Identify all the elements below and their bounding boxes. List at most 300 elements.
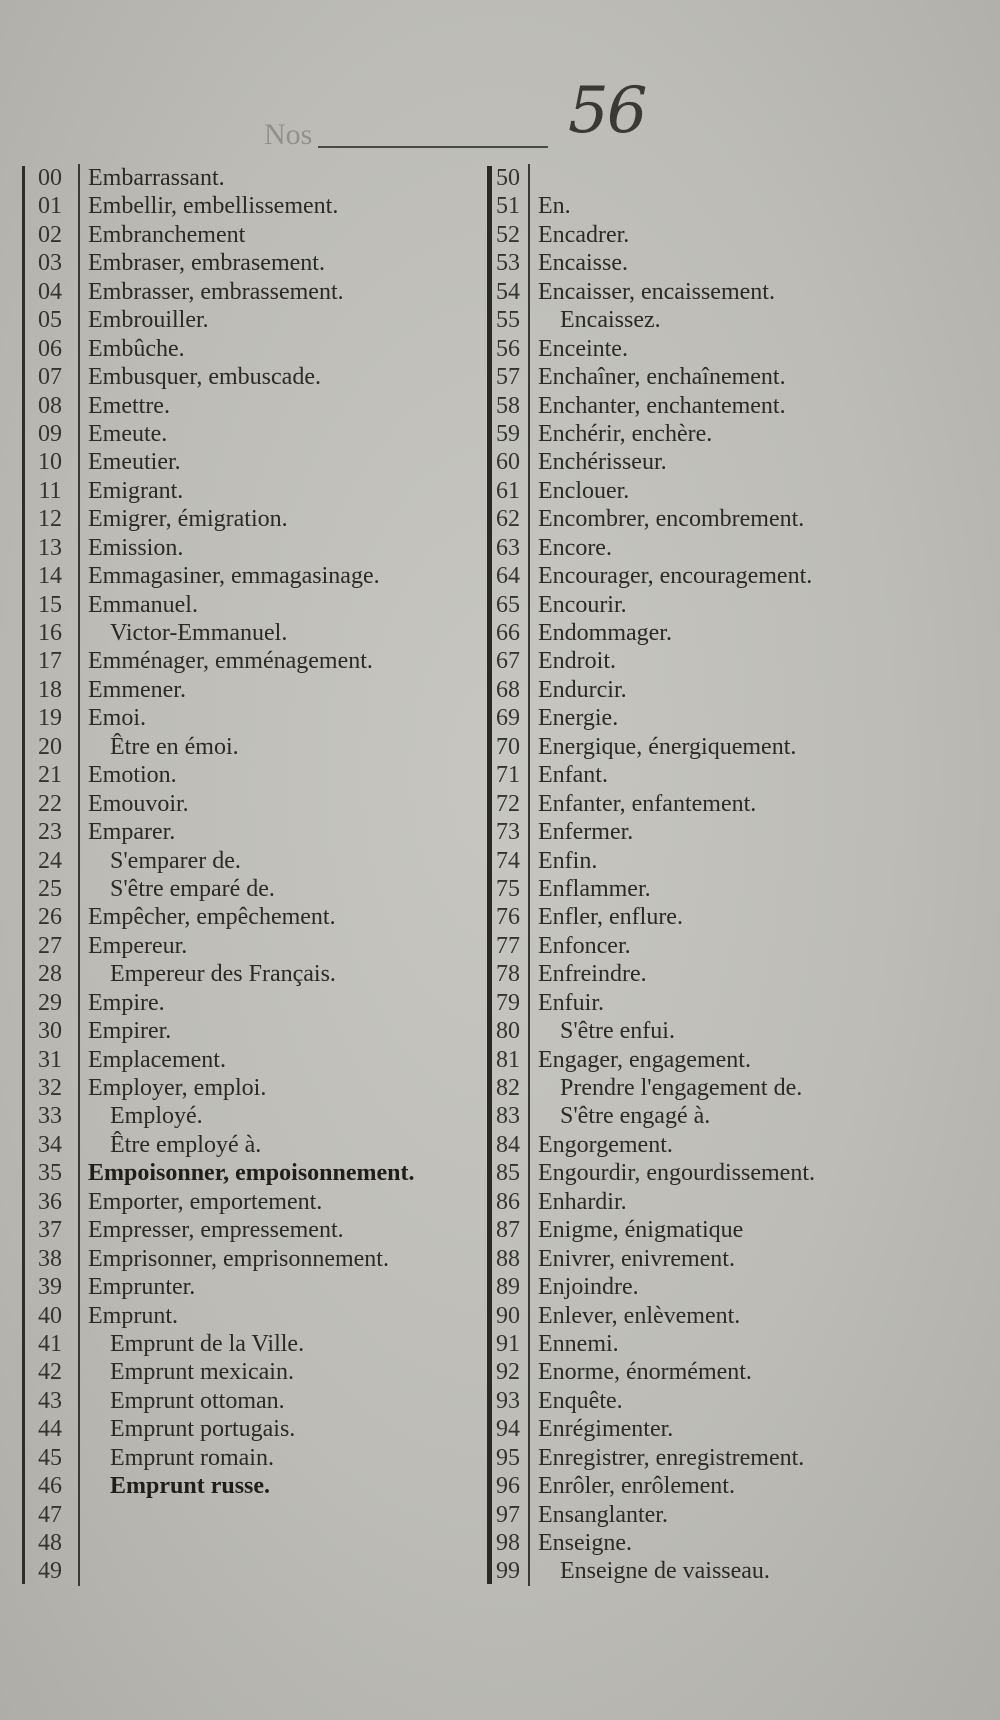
- code-term: Emmagasiner, emmagasinage.: [88, 563, 380, 590]
- table-row: [488, 989, 948, 1017]
- code-number: 82: [488, 1074, 530, 1102]
- code-number: 83: [488, 1102, 530, 1130]
- code-term: [80, 1557, 472, 1585]
- code-term: Engager, engagement.: [538, 1046, 751, 1073]
- table-row: [22, 932, 472, 960]
- code-number: 21: [22, 761, 80, 789]
- code-term: Employer, emploi.: [88, 1075, 267, 1101]
- code-number: 62: [488, 505, 530, 533]
- table-row: [488, 647, 948, 675]
- code-number: 44: [22, 1415, 80, 1443]
- table-row: [488, 335, 948, 363]
- code-number: 71: [488, 761, 530, 789]
- code-number: 02: [22, 221, 80, 249]
- code-term: Emplacement.: [88, 1046, 226, 1073]
- code-number: 53: [488, 249, 530, 277]
- code-number: 75: [488, 875, 530, 903]
- code-term: Enseigne de vaisseau.: [560, 1558, 770, 1585]
- table-row: [22, 1330, 472, 1358]
- code-term: Enorme, énormément.: [538, 1359, 752, 1386]
- code-number: 04: [22, 278, 80, 306]
- code-term: S'être engagé à.: [560, 1103, 711, 1130]
- code-term: Emprisonner, emprisonnement.: [88, 1245, 389, 1272]
- code-number: 13: [22, 534, 80, 562]
- code-term: Emeutier.: [88, 449, 181, 476]
- code-number: 50: [488, 164, 530, 192]
- code-number: 47: [22, 1501, 80, 1529]
- code-term: Encadrer.: [538, 221, 630, 248]
- code-number: 16: [22, 619, 80, 647]
- table-row: [488, 392, 948, 420]
- table-row: [22, 875, 472, 903]
- table-row: [488, 1529, 948, 1557]
- code-number: 23: [22, 818, 80, 846]
- code-number: 26: [22, 903, 80, 931]
- code-number: 98: [488, 1529, 530, 1557]
- code-number: 55: [488, 306, 530, 334]
- table-row: [488, 903, 948, 931]
- code-number: 72: [488, 790, 530, 818]
- code-number: 25: [22, 875, 80, 903]
- code-number: 69: [488, 704, 530, 732]
- code-term: Endroit.: [538, 648, 616, 675]
- code-number: 14: [22, 562, 80, 590]
- table-row: [488, 306, 948, 334]
- code-term: Encombrer, encombrement.: [538, 506, 805, 533]
- table-row: [22, 221, 472, 249]
- table-row: [488, 1102, 948, 1130]
- table-row: [488, 1444, 948, 1472]
- table-row: [22, 1245, 472, 1273]
- table-row: [22, 1273, 472, 1301]
- code-number: 08: [22, 392, 80, 420]
- code-number: 88: [488, 1245, 530, 1273]
- table-row: [22, 733, 472, 761]
- code-number: 12: [22, 505, 80, 533]
- table-row: [488, 477, 948, 505]
- code-number: 90: [488, 1302, 530, 1330]
- code-term: Encore.: [538, 534, 612, 561]
- table-row: [22, 306, 472, 334]
- code-term: Enfreindre.: [538, 961, 647, 988]
- code-number: 93: [488, 1387, 530, 1415]
- code-number: 85: [488, 1159, 530, 1187]
- table-row: [22, 1415, 472, 1443]
- code-term: Encaisse.: [538, 250, 628, 277]
- code-term: Endommager.: [538, 620, 672, 646]
- code-term: Enfanter, enfantement.: [538, 790, 757, 817]
- code-term: Être employé à.: [110, 1131, 262, 1158]
- code-number: 73: [488, 818, 530, 846]
- table-row: [488, 704, 948, 732]
- table-row: [22, 249, 472, 277]
- table-row: [488, 619, 948, 647]
- table-row: [22, 278, 472, 306]
- table-row: [22, 1529, 472, 1557]
- code-term: S'emparer de.: [110, 847, 241, 874]
- code-number: 96: [488, 1472, 530, 1500]
- table-row: [22, 1188, 472, 1216]
- code-term: Enhardir.: [538, 1188, 627, 1215]
- table-row: [488, 1216, 948, 1244]
- code-number: 24: [22, 847, 80, 875]
- table-row: [22, 392, 472, 420]
- code-number: 19: [22, 704, 80, 732]
- column-header-label: Nos: [264, 118, 313, 151]
- code-term: Victor-Emmanuel.: [110, 620, 288, 646]
- code-term: Empire.: [88, 989, 165, 1016]
- code-term: Engourdir, engourdissement.: [538, 1160, 815, 1187]
- code-term: Emouvoir.: [88, 790, 189, 817]
- code-term: Emprunt ottoman.: [110, 1387, 285, 1414]
- code-term: Empresser, empressement.: [88, 1217, 344, 1244]
- handwritten-page-number: 56: [568, 74, 646, 148]
- code-number: 99: [488, 1557, 530, 1585]
- code-number: 00: [22, 164, 80, 192]
- code-number: 46: [22, 1472, 80, 1500]
- code-term: S'être emparé de.: [110, 875, 275, 902]
- code-term: Embûche.: [88, 335, 185, 362]
- code-term: Emeute.: [88, 420, 168, 447]
- code-number: 35: [22, 1159, 80, 1187]
- code-term: Emprunt russe.: [110, 1473, 271, 1500]
- code-number: 95: [488, 1444, 530, 1472]
- code-term: [80, 1529, 472, 1557]
- code-term: Emigrant.: [88, 477, 184, 504]
- code-term: Prendre l'engagement de.: [560, 1075, 803, 1101]
- table-row: [488, 1557, 948, 1585]
- code-term: S'être enfui.: [560, 1018, 675, 1045]
- code-term: Enfin.: [538, 847, 598, 874]
- table-row: [488, 1330, 948, 1358]
- code-term: Enchanter, enchantement.: [538, 392, 786, 419]
- code-term: Enigme, énigmatique: [538, 1217, 744, 1244]
- code-term: Emparer.: [88, 819, 176, 846]
- code-number: 20: [22, 733, 80, 761]
- code-number: 79: [488, 989, 530, 1017]
- code-number: 49: [22, 1557, 80, 1585]
- code-term: En.: [538, 193, 571, 220]
- left-column: [22, 164, 472, 1586]
- code-term: Emprunt mexicain.: [110, 1359, 294, 1386]
- code-term: Embraser, embrasement.: [88, 250, 325, 277]
- code-number: 11: [22, 477, 80, 505]
- code-term: Employé.: [110, 1103, 203, 1130]
- code-term: Ennemi.: [538, 1330, 619, 1357]
- code-number: 15: [22, 591, 80, 619]
- table-row: [488, 932, 948, 960]
- code-term: Embellir, embellissement.: [88, 193, 339, 220]
- code-number: 70: [488, 733, 530, 761]
- code-term: Emission.: [88, 534, 184, 561]
- code-number: 68: [488, 676, 530, 704]
- code-number: 84: [488, 1131, 530, 1159]
- table-row: [22, 1472, 472, 1500]
- code-number: 33: [22, 1102, 80, 1130]
- code-term: Enfant.: [538, 762, 608, 789]
- table-row: [22, 1387, 472, 1415]
- code-number: 92: [488, 1358, 530, 1386]
- code-term: [530, 164, 948, 192]
- code-term: Enchérisseur.: [538, 449, 667, 476]
- table-row: [488, 875, 948, 903]
- code-term: Enfler, enflure.: [538, 904, 683, 931]
- table-row: [22, 448, 472, 476]
- code-number: 37: [22, 1216, 80, 1244]
- code-term: Emettre.: [88, 392, 170, 419]
- code-number: 59: [488, 420, 530, 448]
- table-row: [22, 1046, 472, 1074]
- code-number: 51: [488, 192, 530, 220]
- table-row: [22, 477, 472, 505]
- table-row: [488, 1302, 948, 1330]
- code-term: Enchaîner, enchaînement.: [538, 364, 786, 391]
- code-term: Empereur.: [88, 932, 188, 959]
- code-term: Emotion.: [88, 762, 177, 789]
- table-row: [22, 335, 472, 363]
- code-number: 01: [22, 192, 80, 220]
- code-number: 57: [488, 363, 530, 391]
- code-number: 86: [488, 1188, 530, 1216]
- code-number: 03: [22, 249, 80, 277]
- code-number: 30: [22, 1017, 80, 1045]
- header-rule: [318, 146, 548, 148]
- code-term: Enflammer.: [538, 875, 651, 902]
- code-term: Enseigne.: [538, 1530, 632, 1556]
- code-term: Emménager, emménagement.: [88, 648, 373, 675]
- table-row: [488, 1273, 948, 1301]
- code-number: 56: [488, 335, 530, 363]
- code-term: Enfoncer.: [538, 932, 631, 959]
- code-number: 29: [22, 989, 80, 1017]
- table-row: [488, 676, 948, 704]
- code-term: Empirer.: [88, 1018, 172, 1045]
- table-row: [22, 562, 472, 590]
- code-term: Emprunter.: [88, 1274, 196, 1301]
- code-term: Embrasser, embrassement.: [88, 278, 344, 305]
- code-number: 39: [22, 1273, 80, 1301]
- code-number: 34: [22, 1131, 80, 1159]
- code-number: 65: [488, 591, 530, 619]
- code-number: 40: [22, 1302, 80, 1330]
- table-row: [22, 505, 472, 533]
- table-row: [488, 221, 948, 249]
- code-number: 76: [488, 903, 530, 931]
- code-number: 22: [22, 790, 80, 818]
- code-term: Encaissez.: [560, 307, 661, 334]
- code-term: Enrégimenter.: [538, 1416, 674, 1443]
- table-row: [488, 818, 948, 846]
- table-row: [488, 1358, 948, 1386]
- code-number: 74: [488, 847, 530, 875]
- table-row: [488, 1415, 948, 1443]
- table-row: [22, 1017, 472, 1045]
- code-number: 32: [22, 1074, 80, 1102]
- code-term: Emprunt.: [88, 1302, 178, 1329]
- table-row: [22, 761, 472, 789]
- code-number: 54: [488, 278, 530, 306]
- code-number: 36: [22, 1188, 80, 1216]
- code-number: 18: [22, 676, 80, 704]
- table-row: [22, 847, 472, 875]
- table-row: [488, 1017, 948, 1045]
- table-row: [22, 903, 472, 931]
- code-term: Enquête.: [538, 1387, 623, 1414]
- table-row: [22, 989, 472, 1017]
- code-number: 94: [488, 1415, 530, 1443]
- code-number: 67: [488, 647, 530, 675]
- table-row: [488, 1245, 948, 1273]
- table-row: [22, 647, 472, 675]
- code-term: Enchérir, enchère.: [538, 420, 713, 447]
- code-number: 81: [488, 1046, 530, 1074]
- table-row: [488, 505, 948, 533]
- code-number: 10: [22, 448, 80, 476]
- table-row: [488, 847, 948, 875]
- code-number: 09: [22, 420, 80, 448]
- code-number: 45: [22, 1444, 80, 1472]
- table-row: [488, 960, 948, 988]
- table-row: [22, 420, 472, 448]
- code-number: 38: [22, 1245, 80, 1273]
- code-term: Emigrer, émigration.: [88, 506, 288, 533]
- code-term: Enjoindre.: [538, 1274, 639, 1301]
- table-row: [488, 733, 948, 761]
- code-term: Emprunt romain.: [110, 1444, 274, 1471]
- table-row: [22, 960, 472, 988]
- code-number: 28: [22, 960, 80, 988]
- table-row: [22, 1102, 472, 1130]
- table-row: [22, 1501, 472, 1529]
- code-term: Être en émoi.: [110, 733, 239, 760]
- code-term: Emmener.: [88, 676, 186, 703]
- table-row: [488, 1472, 948, 1500]
- code-term: Emprunt portugais.: [110, 1416, 296, 1443]
- table-row: [488, 1131, 948, 1159]
- code-number: 07: [22, 363, 80, 391]
- table-row: [22, 363, 472, 391]
- code-term: Emprunt de la Ville.: [110, 1330, 305, 1357]
- code-term: Empereur des Français.: [110, 961, 336, 988]
- code-term: Energique, énergiquement.: [538, 733, 797, 760]
- code-number: 60: [488, 448, 530, 476]
- table-row: [488, 448, 948, 476]
- code-number: 27: [22, 932, 80, 960]
- code-number: 91: [488, 1330, 530, 1358]
- code-number: 64: [488, 562, 530, 590]
- code-term: Ensanglanter.: [538, 1501, 668, 1528]
- code-term: Emoi.: [88, 705, 146, 732]
- code-term: Emmanuel.: [88, 591, 198, 618]
- table-row: [488, 363, 948, 391]
- code-term: Emporter, emportement.: [88, 1188, 323, 1215]
- table-row: [488, 1188, 948, 1216]
- table-row: [488, 591, 948, 619]
- table-row: [22, 1302, 472, 1330]
- table-row: [488, 420, 948, 448]
- table-row: [22, 591, 472, 619]
- code-number: 48: [22, 1529, 80, 1557]
- code-number: 87: [488, 1216, 530, 1244]
- code-number: 06: [22, 335, 80, 363]
- code-term: Enceinte.: [538, 335, 628, 362]
- table-row: [22, 164, 472, 192]
- table-row: [22, 676, 472, 704]
- table-row: [488, 1046, 948, 1074]
- code-number: 78: [488, 960, 530, 988]
- code-term: Embrouiller.: [88, 307, 209, 334]
- code-term: Embranchement: [88, 221, 246, 248]
- table-row: [22, 704, 472, 732]
- code-number: 42: [22, 1358, 80, 1386]
- code-number: 66: [488, 619, 530, 647]
- code-term: Energie.: [538, 705, 619, 732]
- code-term: Embusquer, embuscade.: [88, 364, 321, 391]
- code-term: Enfuir.: [538, 989, 604, 1016]
- table-row: [22, 1216, 472, 1244]
- code-number: 43: [22, 1387, 80, 1415]
- code-term: Enlever, enlèvement.: [538, 1302, 741, 1329]
- table-row: [22, 619, 472, 647]
- table-row: [488, 761, 948, 789]
- code-term: Endurcir.: [538, 676, 627, 703]
- code-term: Embarrassant.: [88, 165, 225, 191]
- table-row: [488, 164, 948, 192]
- code-number: 17: [22, 647, 80, 675]
- code-number: 61: [488, 477, 530, 505]
- table-row: [488, 1159, 948, 1187]
- table-row: [22, 818, 472, 846]
- code-term: Empêcher, empêchement.: [88, 904, 336, 931]
- code-term: Encourager, encouragement.: [538, 563, 813, 590]
- code-number: 77: [488, 932, 530, 960]
- table-row: [488, 192, 948, 220]
- table-row: [488, 249, 948, 277]
- code-number: 80: [488, 1017, 530, 1045]
- code-term: Encourir.: [538, 591, 627, 618]
- table-row: [22, 534, 472, 562]
- table-row: [488, 1387, 948, 1415]
- table-row: [488, 1501, 948, 1529]
- table-row: [22, 1159, 472, 1187]
- code-number: 52: [488, 221, 530, 249]
- table-row: [22, 1444, 472, 1472]
- code-number: 41: [22, 1330, 80, 1358]
- code-term: Enfermer.: [538, 819, 634, 846]
- code-term: Enivrer, enivrement.: [538, 1245, 735, 1272]
- code-number: 05: [22, 306, 80, 334]
- code-term: Encaisser, encaissement.: [538, 278, 775, 305]
- right-column: [488, 164, 948, 1586]
- table-row: [22, 1358, 472, 1386]
- code-number: 89: [488, 1273, 530, 1301]
- table-row: [22, 1074, 472, 1102]
- table-row: [488, 534, 948, 562]
- table-row: [22, 1131, 472, 1159]
- table-row: [488, 278, 948, 306]
- table-row: [488, 1074, 948, 1102]
- code-term: [80, 1501, 472, 1529]
- code-number: 63: [488, 534, 530, 562]
- code-number: 97: [488, 1501, 530, 1529]
- code-term: Enclouer.: [538, 477, 630, 504]
- code-term: Enrôler, enrôlement.: [538, 1473, 735, 1500]
- code-term: Engorgement.: [538, 1131, 673, 1158]
- table-row: [22, 790, 472, 818]
- table-row: [488, 790, 948, 818]
- table-row: [22, 192, 472, 220]
- code-number: 31: [22, 1046, 80, 1074]
